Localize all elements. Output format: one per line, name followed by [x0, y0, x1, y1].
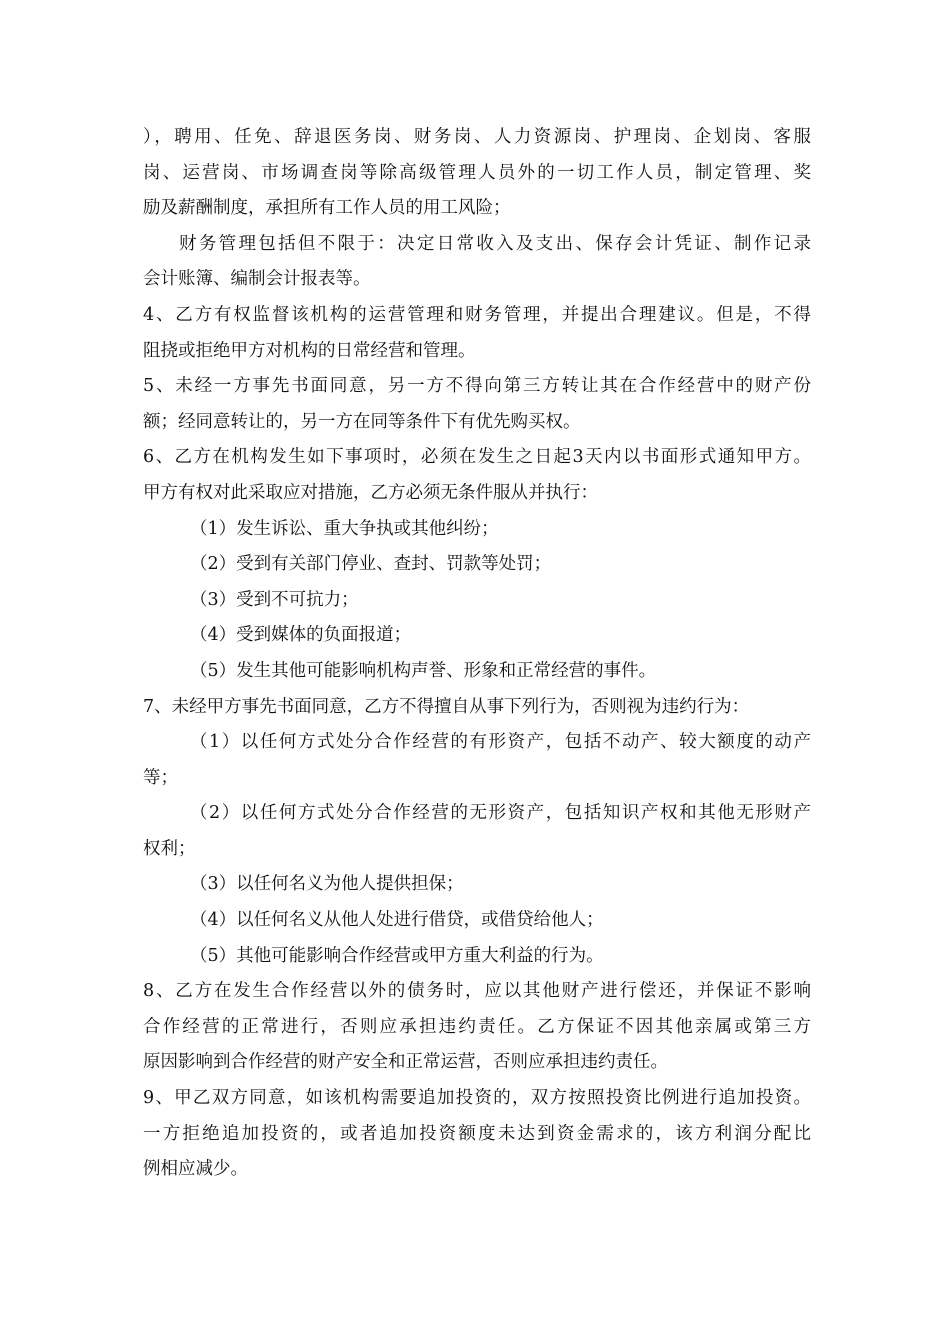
clause-4-line: 4、乙方有权监督该机构的运营管理和财务管理，并提出合理建议。但是，不得	[143, 304, 811, 325]
text-line: 岗、运营岗、市场调查岗等除高级管理人员外的一切工作人员，制定管理、奖	[143, 162, 811, 183]
text-line: 额；经同意转让的，另一方在同等条件下有优先购买权。	[143, 411, 581, 432]
list-item: （1）发生诉讼、重大争执或其他纠纷；	[190, 518, 499, 539]
list-item: （2）受到有关部门停业、查封、罚款等处罚；	[190, 554, 552, 575]
clause-8-line: 8、乙方在发生合作经营以外的债务时，应以其他财产进行偿还，并保证不影响	[143, 981, 811, 1002]
clause-5-line: 5、未经一方事先书面同意，另一方不得向第三方转让其在合作经营中的财产份	[143, 376, 811, 397]
list-item: （2）以任何方式处分合作经营的无形资产，包括知识产权和其他无形财产	[190, 803, 811, 824]
list-item: （5）其他可能影响合作经营或甲方重大利益的行为。	[190, 945, 604, 966]
text-line: ），聘用、任免、辞退医务岗、财务岗、人力资源岗、护理岗、企划岗、客服	[143, 127, 811, 147]
list-item: （3）受到不可抗力；	[190, 589, 359, 610]
text-line: 权利；	[143, 838, 196, 859]
text-line: 等；	[143, 767, 178, 788]
list-item: （5）发生其他可能影响机构声誉、形象和正常经营的事件。	[190, 660, 657, 681]
text-line: 例相应减少。	[143, 1159, 248, 1180]
text-line: 会计账簿、编制会计报表等。	[143, 269, 371, 290]
list-item: （4）受到媒体的负面报道；	[190, 625, 412, 646]
text-line: 原因影响到合作经营的财产安全和正常运营，否则应承担违约责任。	[143, 1052, 668, 1073]
text-line: 阻挠或拒绝甲方对机构的日常经营和管理。	[143, 340, 476, 361]
list-item: （1）以任何方式处分合作经营的有形资产，包括不动产、较大额度的动产	[190, 732, 811, 753]
list-item: （3）以任何名义为他人提供担保；	[190, 874, 464, 895]
clause-6-line: 6、乙方在机构发生如下事项时，必须在发生之日起3天内以书面形式通知甲方。	[143, 447, 811, 468]
text-line: 财务管理包括但不限于：决定日常收入及支出、保存会计凭证、制作记录	[179, 233, 811, 254]
document-body	[143, 120, 811, 1188]
text-line: 励及薪酬制度，承担所有工作人员的用工风险；	[143, 198, 511, 219]
clause-7-line: 7、未经甲方事先书面同意，乙方不得擅自从事下列行为，否则视为违约行为：	[143, 696, 750, 717]
text-line: 一方拒绝追加投资的，或者追加投资额度未达到资金需求的，该方利润分配比	[143, 1123, 811, 1144]
text-line: 甲方有权对此采取应对措施，乙方必须无条件服从并执行：	[143, 482, 598, 503]
clause-9-line: 9、甲乙双方同意，如该机构需要追加投资的，双方按照投资比例进行追加投资。	[143, 1088, 811, 1109]
text-line: 合作经营的正常进行，否则应承担违约责任。乙方保证不因其他亲属或第三方	[143, 1016, 811, 1037]
list-item: （4）以任何名义从他人处进行借贷，或借贷给他人；	[190, 910, 604, 931]
